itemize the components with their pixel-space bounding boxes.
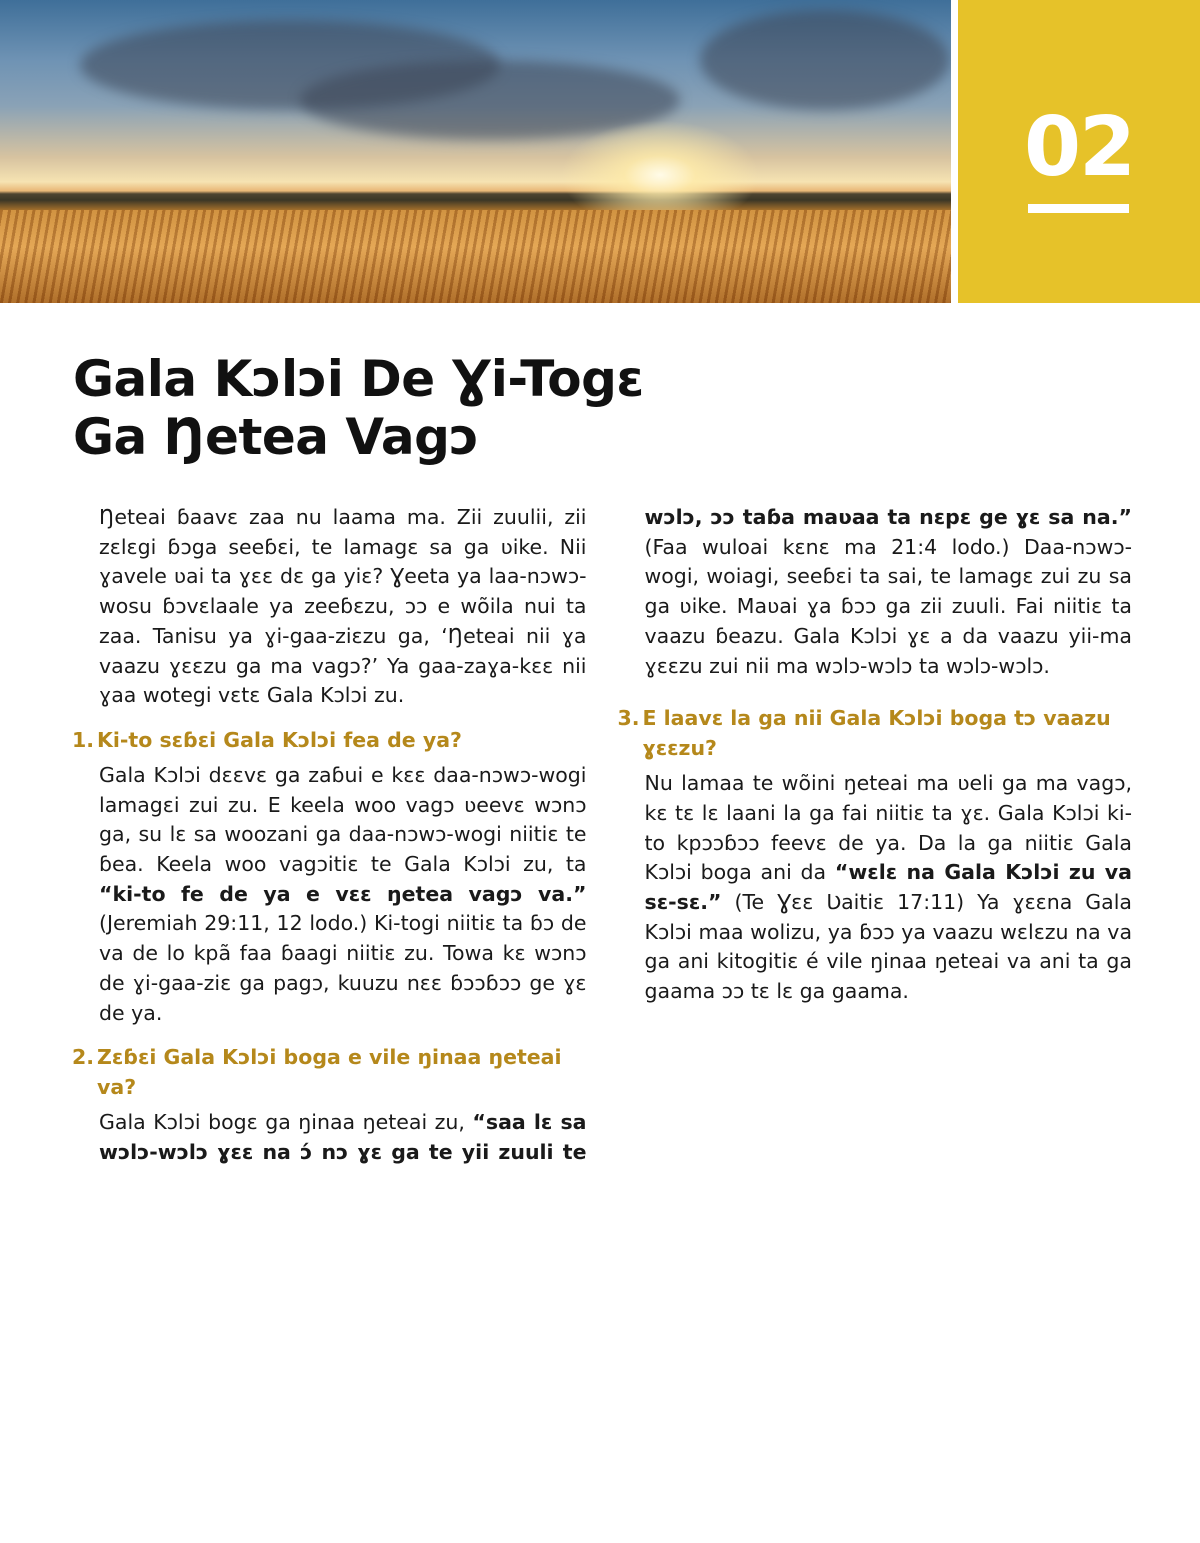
- section-heading-2: [72, 1042, 587, 1102]
- section-number: 2.: [72, 1045, 95, 1070]
- page-title: [73, 350, 644, 466]
- section-heading-text: Zɛɓɛi Gala Kɔlɔi boga e vile ŋinaa ŋeteai va?: [97, 1045, 562, 1100]
- title-line-1: Gala Kɔlɔi De Ɣi-Togɛ: [73, 350, 644, 408]
- chapter-underline: [1028, 204, 1129, 213]
- section-heading-text: E laavɛ la ga nii Gala Kɔlɔi boga tɔ vaazu ɣɛɛzu?: [642, 706, 1111, 761]
- scripture-quote: “wɛlɛ na Gala Kɔlɔi zu va sɛ-sɛ.”: [644, 860, 1132, 915]
- wheat-field: [0, 210, 951, 303]
- article-body-two-columns: [72, 503, 1132, 1193]
- text: (Faa wuloai kɛnɛ ma 21:4 lodo.) Daa-nɔwɔ-wogi, woiagi, seeɓɛi ta sai, te lamagɛ zui zu sa ga ʋike. Maʋai ɣa ɓɔɔ ga zii zuuli. Fai niitiɛ ta vaazu ɓeazu. Gala Kɔlɔi ɣɛ a da vaazu yii-ma ɣɛɛzu zui nii ma wɔlɔ-wɔlɔ ta wɔlɔ-wɔlɔ.: [644, 534, 1132, 678]
- text: Gala Kɔlɔi dɛɛvɛ ga zaɓui e kɛɛ daa-nɔwɔ-wogi lamagɛi zui zu. E keela woo vagɔ ʋeevɛ wɔnɔ ga, su lɛ sa woozani ga daa-nɔwɔ-wogi niitiɛ te ɓea. Keela woo vagɔitiɛ te Gala Kɔlɔi zu, ta: [99, 762, 587, 877]
- section-1-paragraph: [72, 761, 587, 1028]
- scripture-quote: “saa lɛ sa wɔlɔ-wɔlɔ ɣɛɛ na ɔ́ nɔ ɣɛ ga te yii zuuli te wɔlɔ, ɔɔ taɓa maʋaa ta nɛpɛ ge ɣɛ sa na.”: [99, 505, 1132, 1164]
- scripture-quote: “ki-to fe de ya e vɛɛ ŋetea vagɔ va.”: [99, 881, 587, 906]
- intro-paragraph: Ŋeteai ɓaavɛ zaa nu laama ma. Zii zuulii, zii zɛlɛgi ɓɔga seeɓɛi, te lamagɛ sa ga ʋike. Nii ɣavele ʋai ta ɣɛɛ dɛ ga yiɛ? Ɣeeta ya laa-nɔwɔ-wosu ɓɔvɛlaale ya zeeɓɛzu, ɔɔ e wõila nui ta zaa. Tanisu ya ɣi-gaa-ziɛzu ga, ‘Ŋeteai nii ɣa vaazu ɣɛɛzu ga ma vagɔ?’ Ya gaa-zaɣa-kɛɛ nii ɣaa wotegi vɛtɛ Gala Kɔlɔi zu.: [99, 505, 587, 708]
- title-line-2: Ga Ŋetea Vagɔ: [73, 408, 479, 466]
- header-photo-wheat-field-sunset: [0, 0, 951, 303]
- section-heading-text: Ki-to sɛɓɛi Gala Kɔlɔi fea de ya?: [97, 727, 462, 752]
- chapter-badge: [958, 0, 1200, 303]
- cloud-shape: [700, 10, 950, 110]
- text: (Te Ɣɛɛ Ʋaitiɛ 17:11) Ya ɣɛɛna Gala Kɔlɔi maa wolizu, ya ɓɔɔ ya vaazu wɛlɛzu na va ga ani kitogitiɛ é vile ŋinaa ŋeteai va ani ta ga gaama ɔɔ tɛ lɛ ga gaama.: [644, 890, 1132, 1004]
- chapter-number: 02: [1023, 100, 1135, 195]
- text: Gala Kɔlɔi bogɛ ga ŋinaa ŋeteai zu,: [99, 1110, 473, 1135]
- section-number: 3.: [617, 706, 640, 731]
- text: Nu lamaa te wõini ŋeteai ma ʋeli ga ma vagɔ, kɛ tɛ lɛ laani la ga fai niitiɛ ta ɣɛ. Gala Kɔlɔi ki-to kpɔɔɓɔɔ feevɛ de ya. Da la ga niitiɛ Gala Kɔlɔi boga ani da: [644, 771, 1132, 885]
- section-number: 1.: [72, 727, 95, 752]
- text: (Jeremiah 29:11, 12 lodo.) Ki-togi niitiɛ ta ɓɔ de va de lo kpã faa ɓaagi niitiɛ zu. Towa kɛ wɔnɔ de ɣi-gaa-ziɛ ga pagɔ, kuuzu nɛɛ ɓɔɔɓɔɔ ge ɣɛ de ya.: [99, 911, 587, 1025]
- section-3-paragraph: [618, 769, 1133, 1007]
- section-heading-1: [72, 725, 587, 755]
- section-heading-3: [618, 703, 1133, 763]
